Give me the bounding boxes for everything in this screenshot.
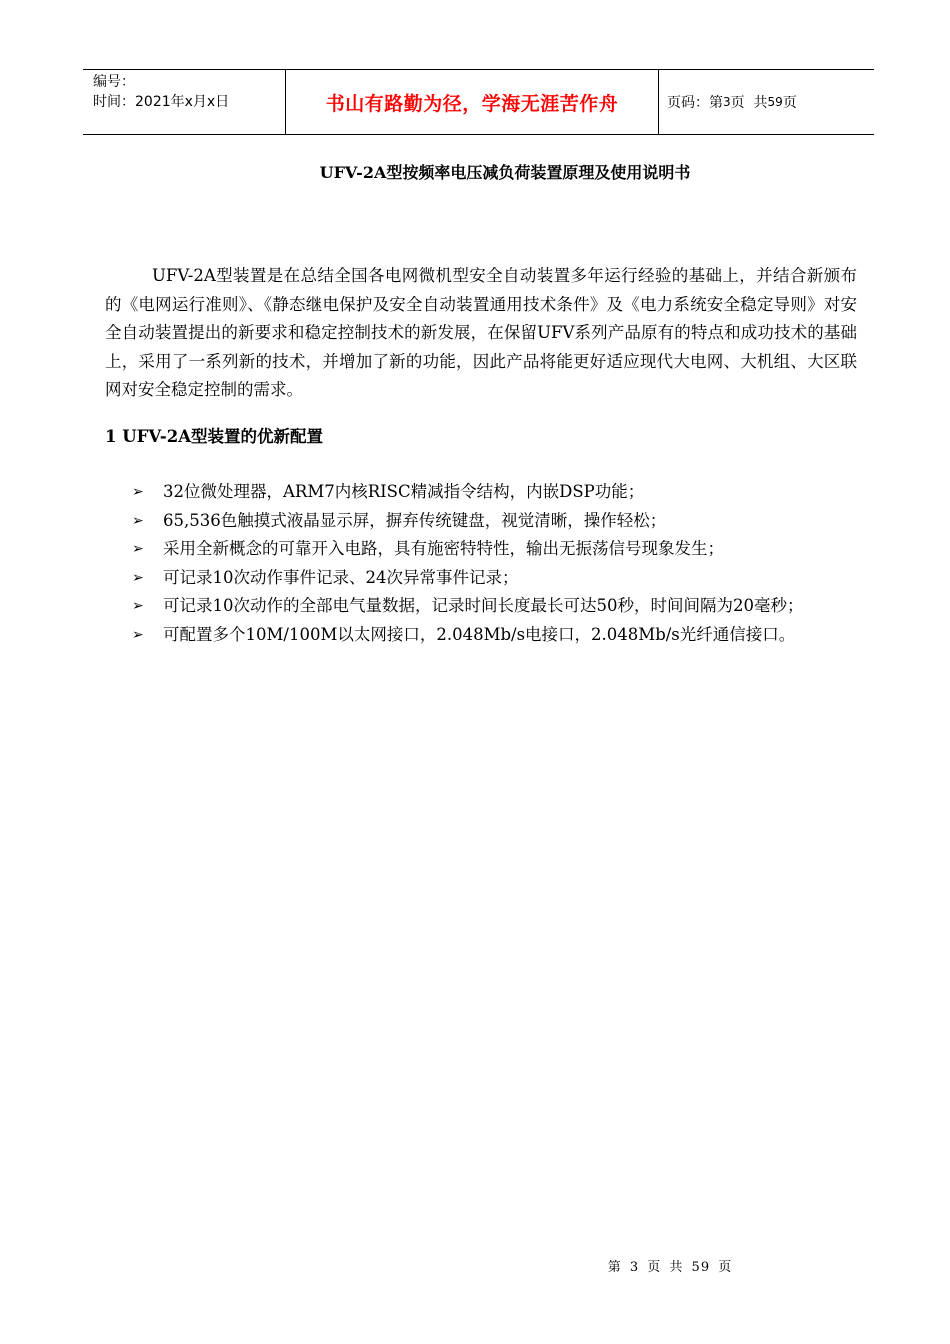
header-meta xyxy=(83,70,286,134)
list-item-text: 可记录10次动作的全部电气量数据，记录时间长度最长可达50秒，时间间隔为20毫秒； xyxy=(163,596,804,615)
arrow-bullet-icon: ➢ xyxy=(132,541,144,557)
page-prefix: 页码：第 xyxy=(667,95,723,111)
list-item-text: 可配置多个10M/100M以太网接口，2.048Mb/s电接口，2.048Mb/s光纤通信接口。 xyxy=(163,624,796,644)
page-total: 59 xyxy=(767,95,783,109)
arrow-bullet-icon: ➢ xyxy=(132,626,144,643)
list-item xyxy=(130,535,860,564)
feature-list xyxy=(130,478,860,649)
intro-paragraph: UFV-2A型装置是在总结全国各电网微机型安全自动装置多年运行经验的基础上，并结合新颁布的《电网运行准则》、《静态继电保护及安全自动装置通用技术条件》及《电力系统安全稳定导则》对安全自动装置提出的新要求和稳定控制技术的新发展，在保留UFV系列产品原有的特点和成功技术的基础上，采用了一系列新的技术，并增加了新的功能，因此产品将能更好适应现代大电网、大机组、大区联网对安全稳定控制的需求。 xyxy=(105,266,857,399)
page-header xyxy=(83,69,874,135)
section-heading: 1 UFV-2A型装置的优新配置 xyxy=(105,427,324,446)
list-item-text: 65,536色触摸式液晶显示屏，摒弃传统键盘，视觉清晰，操作轻松； xyxy=(163,510,667,530)
arrow-bullet-icon: ➢ xyxy=(132,512,144,529)
page-num: 3 xyxy=(723,95,731,109)
list-item xyxy=(130,621,860,650)
arrow-bullet-icon: ➢ xyxy=(132,484,144,500)
list-item xyxy=(130,564,860,593)
list-item-text: 采用全新概念的可靠开入电路，具有施密特特性，输出无振荡信号现象发生； xyxy=(163,539,724,558)
header-motto: 书山有路勤为径，学海无涯苦作舟 xyxy=(286,70,659,134)
page-suffix: 页 xyxy=(782,95,797,111)
arrow-bullet-icon: ➢ xyxy=(132,569,144,586)
list-item xyxy=(130,507,860,536)
list-item-text: 可记录10次动作事件记录、24次异常事件记录； xyxy=(163,567,519,587)
date-label: 时间：2021年x月x日 xyxy=(93,94,230,110)
page-mid: 页 共 xyxy=(730,95,768,111)
arrow-bullet-icon: ➢ xyxy=(132,598,144,614)
list-item-text: 32位微处理器，ARM7内核RISC精减指令结构，内嵌DSP功能； xyxy=(163,482,645,501)
serial-label: 编号： xyxy=(93,74,135,90)
page-footer: 第 3 页 共 59 页 xyxy=(607,1260,733,1275)
list-item xyxy=(130,592,860,621)
document-title: UFV-2A型按频率电压减负荷装置原理及使用说明书 xyxy=(319,163,691,182)
header-page-number xyxy=(659,70,874,134)
list-item xyxy=(130,478,860,507)
